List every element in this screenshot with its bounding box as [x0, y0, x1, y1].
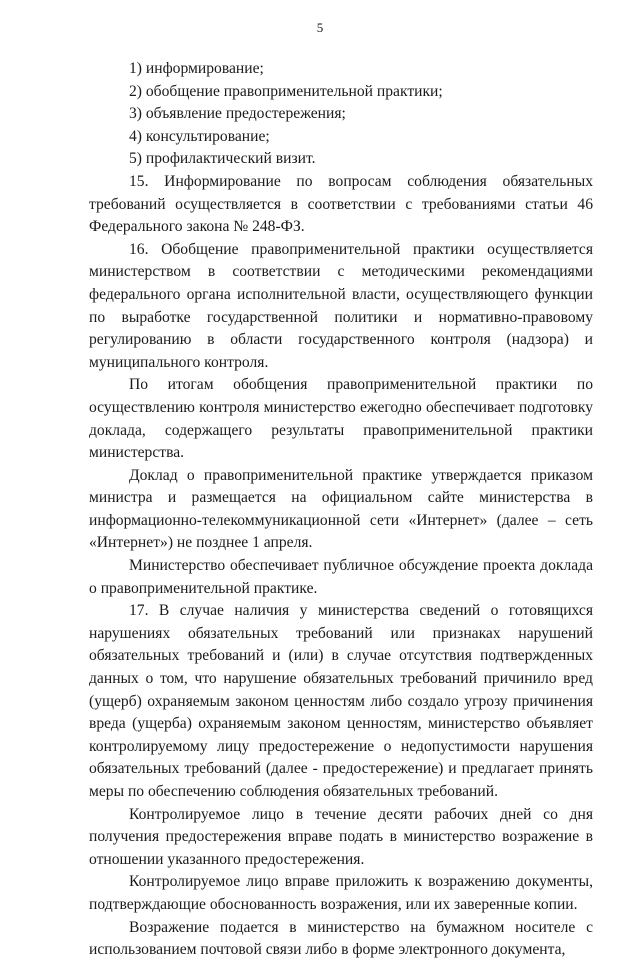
page-number: 5	[316, 20, 324, 35]
paragraph: Контролируемое лицо в течение десяти рабочих дней со дня получения предостережения вправе подать в министерство возражение в отношении указанного предостережения.	[89, 805, 593, 868]
paragraph: Министерство обеспечивает публичное обсуждение проекта доклада о правоприменительной практике.	[89, 557, 593, 597]
list-item: 2) обобщение правоприменительной практики;	[129, 82, 443, 100]
paragraph-17: 17. В случае наличия у министерства сведений о готовящихся нарушениях обязательных требований или признаках нарушений обязательных требований и (или) в случае отсутствия подтвержденных данных о том, что нарушение обязательных требований причинило вред (ущерб) охраняемым законом ценностям либо создало угрозу причинения вреда (ущерба) охраняемым законом ценностям, министерство объявляет контролируемому лицу предостережение о недопустимости нарушения обязательных требований (далее - предостережение) и предлагает принять меры по обеспечению соблюдения обязательных требований.	[89, 602, 593, 800]
paragraph: Контролируемое лицо вправе приложить к возражению документы, подтверждающие обоснованность возражения, или их заверенные копии.	[89, 873, 593, 913]
list-item: 4) консультирование;	[129, 127, 270, 145]
list-item: 5) профилактический визит.	[129, 150, 316, 168]
document-body	[89, 58, 593, 962]
paragraph-15: 15. Информирование по вопросам соблюдения обязательных требований осуществляется в соответствии с требованиями статьи 46 Федерального закона № 248-ФЗ.	[89, 172, 593, 236]
paragraph: Доклад о правоприменительной практике утверждается приказом министра и размещается на официальном сайте министерства в информационно-телекоммуникационной сети «Интернет» (далее – сеть «Интернет») не позднее 1 апреля.	[89, 466, 593, 552]
paragraph: Возражение подается в министерство на бумажном носителе с использованием почтовой связи либо в форме электронного документа,	[89, 918, 593, 959]
list-item: 1) информирование;	[129, 60, 264, 77]
paragraph-16: 16. Обобщение правоприменительной практики осуществляется министерством в соответствии с методическими рекомендациями федерального органа исполнительной власти, осуществляющего функции по выработке государственной политики и нормативно-правовому регулированию в области государственного контроля (надзора) и муниципального контроля.	[89, 240, 593, 371]
list-item: 3) объявление предостережения;	[129, 105, 346, 123]
paragraph: По итогам обобщения правоприменительной практики по осуществлению контроля министерство ежегодно обеспечивает подготовку доклада, содержащего результаты правоприменительной практики министерства.	[89, 376, 593, 462]
